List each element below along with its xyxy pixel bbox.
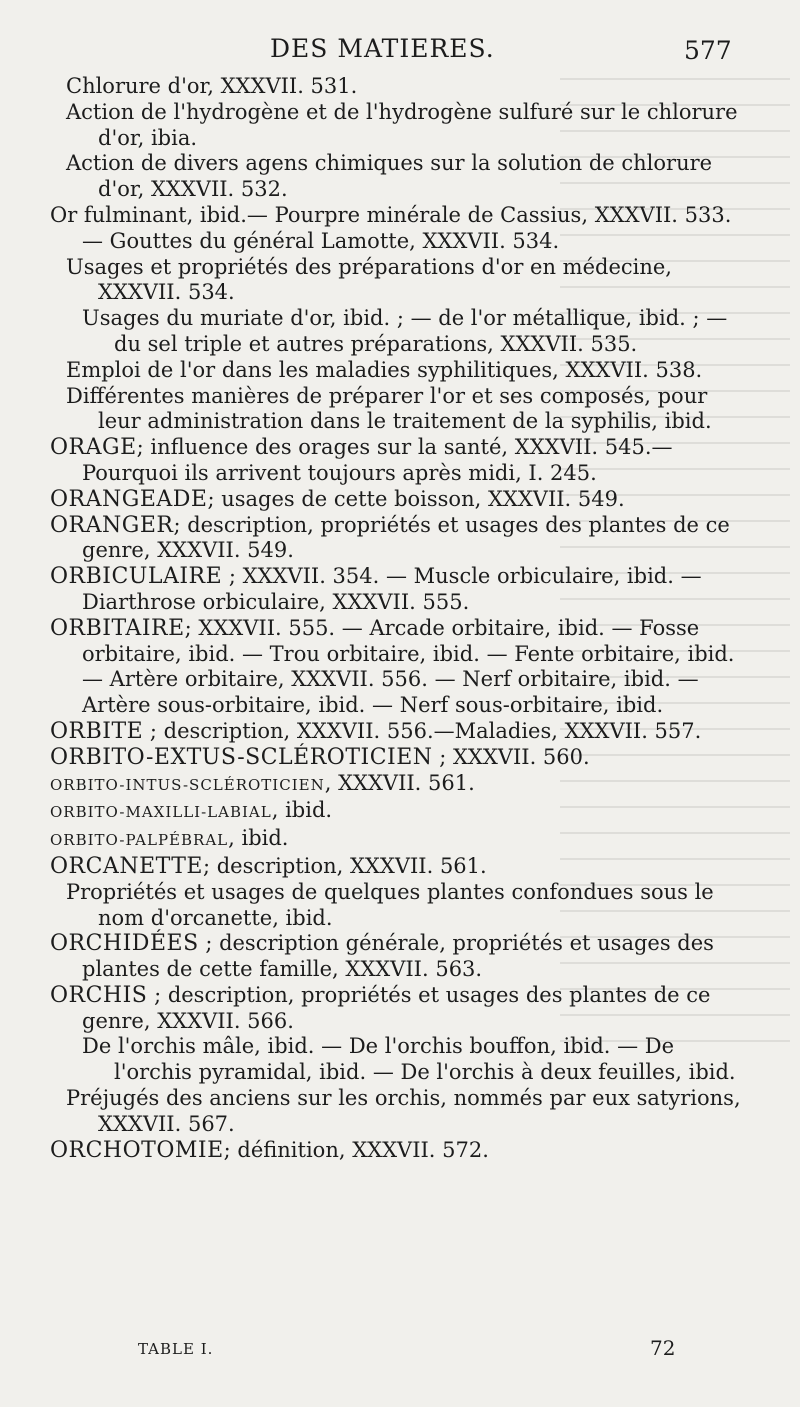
index-entry xyxy=(50,771,756,799)
entry-headword: ORANGER xyxy=(50,512,174,538)
index-entry xyxy=(50,100,756,152)
index-entry xyxy=(50,854,756,880)
index-entry xyxy=(50,745,756,771)
entry-text: ; usages de cette boisson, XXXVII. 549. xyxy=(207,486,625,511)
entry-text: ; description, propriétés et usages des plantes de ce genre, XXXVII. 549. xyxy=(82,512,730,563)
entry-headword: ORCHOTOMIE xyxy=(50,1137,224,1163)
index-entry xyxy=(50,306,756,358)
entry-text: De l'orchis mâle, ibid. — De l'orchis bouffon, ibid. — De l'orchis pyramidal, ibid. — De l'orchis à deux feuilles, ibid. xyxy=(82,1034,736,1085)
running-title: DES MATIERES. xyxy=(270,34,495,63)
index-entry xyxy=(50,151,756,203)
entry-headword: ORBICULAIRE xyxy=(50,564,223,590)
entry-headword-small: ORBITO-MAXILLI-LABIAL xyxy=(50,803,272,822)
index-entry xyxy=(50,203,756,255)
entry-headword: ORBITAIRE xyxy=(50,615,185,641)
entry-text: ; XXXVII. 555. — Arcade orbitaire, ibid. — Fosse orbitaire, ibid. — Trou orbitaire, ibid. — Fente orbitaire, ibid. — Artère orbitaire, XXXVII. 556. — Nerf orbitaire, ibid. — Artère sous-orbitaire, ibid. — Nerf sous-orbitaire, ibid. xyxy=(82,615,735,718)
entry-headword: ORBITO-EXTUS-SCLÉROTICIEN xyxy=(50,744,433,770)
index-entry xyxy=(50,983,756,1035)
index-entry xyxy=(50,564,756,616)
entry-text: Usages et propriétés des préparations d'or en médecine, XXXVII. 534. xyxy=(66,254,672,305)
signature-mark: TABLE I. xyxy=(138,1340,214,1358)
sheet-number: 72 xyxy=(650,1336,676,1360)
entry-text: , ibid. xyxy=(271,798,333,823)
index-entry xyxy=(50,255,756,307)
entry-text: Action de divers agens chimiques sur la solution de chlorure d'or, XXXVII. 532. xyxy=(66,151,713,202)
entry-text: ; description, XXXVII. 561. xyxy=(202,853,487,878)
entry-text: Chlorure d'or, XXXVII. 531. xyxy=(66,74,358,98)
entry-headword: ORANGEADE xyxy=(50,486,208,512)
entry-text: , XXXVII. 561. xyxy=(324,770,475,795)
entry-text: ; XXXVII. 354. — Muscle orbiculaire, ibid. — Diarthrose orbiculaire, XXXVII. 555. xyxy=(82,564,702,614)
entry-headword: ORBITE xyxy=(50,718,144,744)
entry-text: Usages du muriate d'or, ibid. ; — de l'or métallique, ibid. ; — du sel triple et autres préparations, XXXVII. 535. xyxy=(82,306,728,356)
index-entries xyxy=(50,74,756,1163)
entry-headword: ORAGE xyxy=(50,435,137,461)
entry-headword: ORCHIS xyxy=(50,982,148,1008)
index-entry xyxy=(50,719,756,745)
entry-headword-small: ORBITO-INTUS-SCLÉROTICIEN xyxy=(50,775,325,794)
entry-headword-small: ORBITO-PALPÉBRAL xyxy=(50,831,229,850)
index-entry xyxy=(50,435,756,487)
index-entry xyxy=(50,826,756,854)
page-footer xyxy=(0,1336,800,1370)
index-entry xyxy=(50,616,756,719)
entry-text: ; description, XXXVII. 556.—Maladies, XXXVII. 557. xyxy=(143,718,702,743)
entry-text: ; description générale, propriétés et usages des plantes de cette famille, XXXVII. 563. xyxy=(82,931,714,982)
index-entry xyxy=(50,880,756,932)
entry-text: Or fulminant, ibid.— Pourpre minérale de Cassius, XXXVII. 533. — Gouttes du général Lamotte, XXXVII. 534. xyxy=(50,202,732,253)
page-number: 577 xyxy=(684,36,732,65)
entry-text: , ibid. xyxy=(228,826,289,851)
index-entry xyxy=(50,1034,756,1086)
entry-text: ; XXXVII. 560. xyxy=(432,744,590,769)
entry-text: ; influence des orages sur la santé, XXXVII. 545.— Pourquoi ils arrivent toujours après midi, I. 245. xyxy=(82,435,673,485)
index-entry xyxy=(50,513,756,565)
index-entry xyxy=(50,1086,756,1138)
entry-text: Action de l'hydrogène et de l'hydrogène sulfuré sur le chlorure d'or, ibia. xyxy=(66,99,738,150)
entry-text: Propriétés et usages de quelques plantes confondues sous le nom d'orcanette, ibid. xyxy=(66,879,714,930)
index-entry xyxy=(50,798,756,826)
entry-headword: ORCHIDÉES xyxy=(50,931,199,957)
running-header xyxy=(0,34,800,74)
index-entry xyxy=(50,384,756,436)
index-entry xyxy=(50,487,756,513)
entry-text: Préjugés des anciens sur les orchis, nommés par eux satyrions, XXXVII. 567. xyxy=(66,1086,741,1136)
entry-text: Différentes manières de préparer l'or et ses composés, pour leur administration dans le traitement de la syphilis, ibid. xyxy=(66,383,712,434)
entry-text: ; description, propriétés et usages des plantes de ce genre, XXXVII. 566. xyxy=(82,982,711,1033)
entry-headword: ORCANETTE xyxy=(50,853,203,879)
index-entry xyxy=(50,74,756,100)
entry-text: ; définition, XXXVII. 572. xyxy=(223,1137,489,1162)
index-entry xyxy=(50,1138,756,1164)
entry-text: Emploi de l'or dans les maladies syphilitiques, XXXVII. 538. xyxy=(66,357,703,382)
index-entry xyxy=(50,358,756,384)
index-entry xyxy=(50,931,756,983)
